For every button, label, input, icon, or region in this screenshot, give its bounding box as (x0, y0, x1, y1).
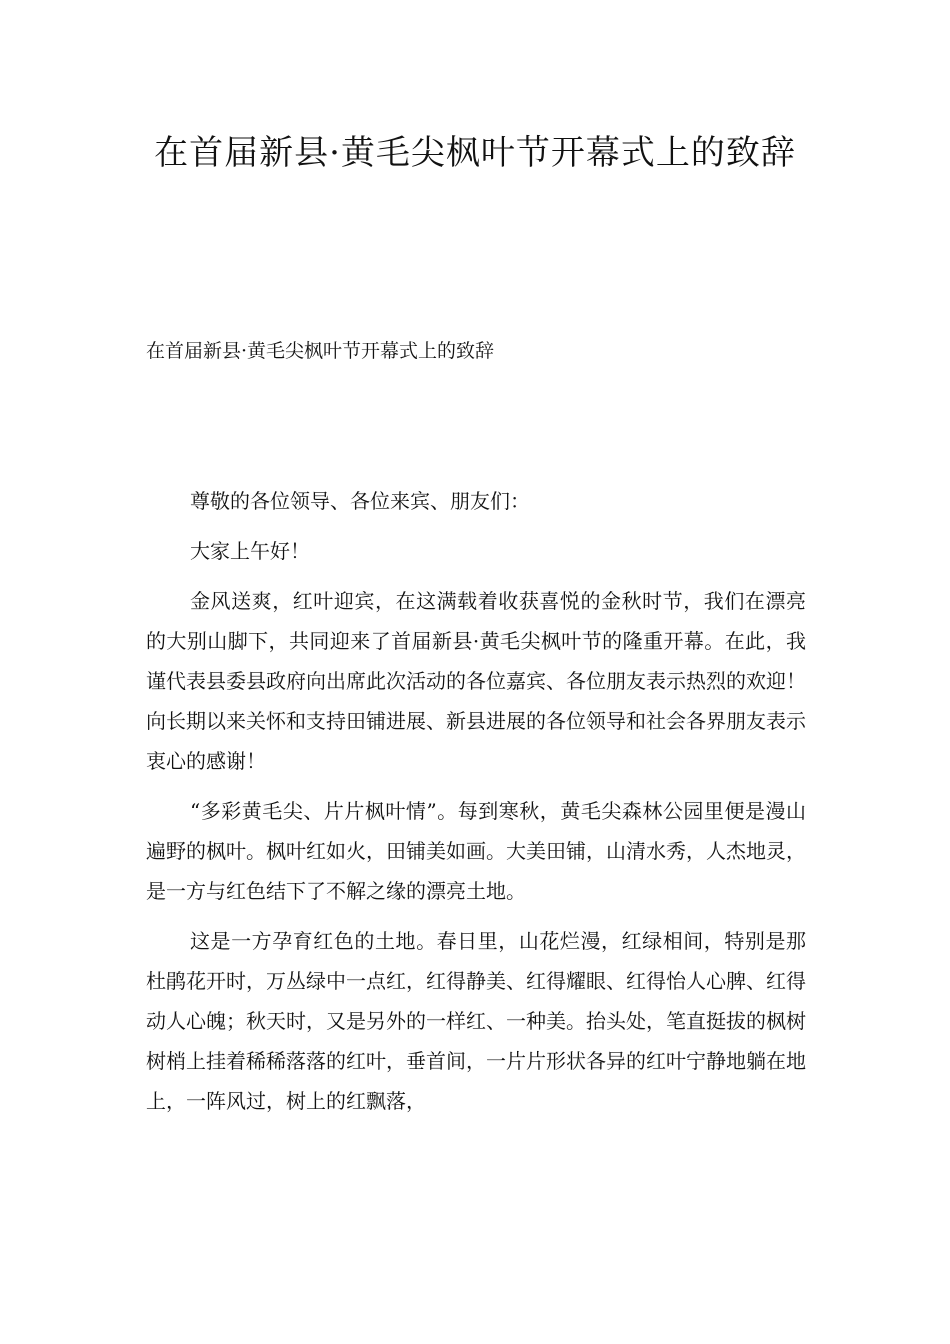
document-title: 在首届新县·黄毛尖枫叶节开幕式上的致辞 (154, 133, 796, 173)
body-paragraph: “多彩黄毛尖、片片枫叶情”。每到寒秋，黄毛尖森林公园里便是漫山遍野的枫叶。枫叶红如火，田铺美如画。大美田铺，山清水秀，人杰地灵，是一方与红色结下了不解之缘的漂亮土地。 (146, 799, 806, 903)
body-paragraph: 金风送爽，红叶迎宾，在这满载着收获喜悦的金秋时节，我们在漂亮的大别山脚下，共同迎来了首届新县·黄毛尖枫叶节的隆重开幕。在此，我谨代表县委县政府向出席此次活动的各位嘉宾、各位朋友表示热烈的欢迎！向长期以来关怀和支持田铺进展、新县进展的各位领导和社会各界朋友表示衷心的感谢！ (146, 589, 806, 773)
body-paragraph: 这是一方孕育红色的土地。春日里，山花烂漫，红绿相间，特别是那杜鹃花开时，万丛绿中一点红，红得静美、红得耀眼、红得怡人心脾、红得动人心魄；秋天时，又是另外的一样红、一种美。抬头处，笔直挺拔的枫树树梢上挂着稀稀落落的红叶，垂首间，一片片形状各异的红叶宁静地躺在地上，一阵风过，树上的红飘落， (146, 929, 806, 1113)
salutation-paragraph: 尊敬的各位领导、各位来宾、朋友们： (190, 489, 530, 513)
greeting-paragraph: 大家上午好！ (190, 539, 310, 563)
document-body (146, 481, 806, 1121)
document-subtitle: 在首届新县·黄毛尖枫叶节开幕式上的致辞 (146, 340, 495, 362)
